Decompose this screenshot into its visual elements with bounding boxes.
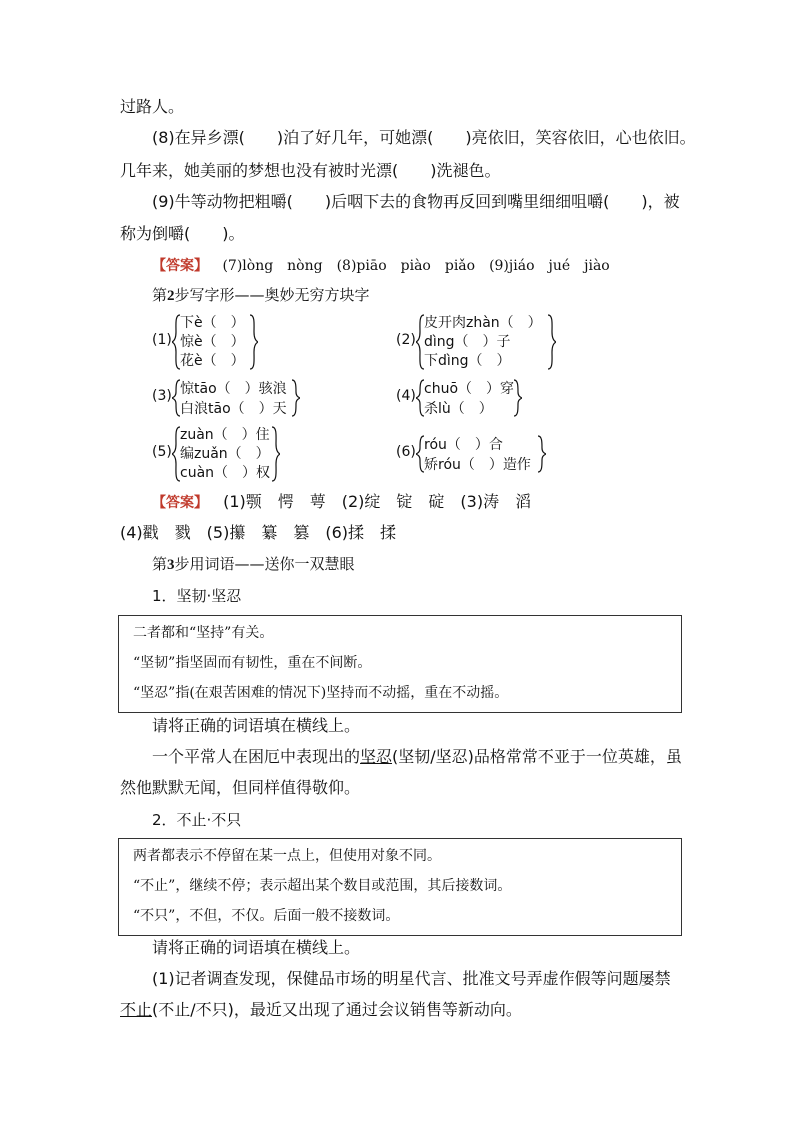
group-line: 惊è（ ） bbox=[180, 334, 245, 350]
step-prefix: 第 bbox=[152, 286, 168, 304]
answer-text-line-2: (4)戳 戮 (5)攥 纂 篡 (6)揉 揉 bbox=[120, 523, 396, 542]
group-number: (1) bbox=[152, 332, 172, 348]
group-line: 编zuǎn（ ） bbox=[180, 446, 270, 462]
group-line: 杀lù（ ） bbox=[424, 401, 493, 417]
item-2-heading: 2．不止·不只 bbox=[152, 811, 242, 829]
answer-label: 【答案】 bbox=[152, 495, 208, 511]
item-2-question-continuation bbox=[120, 1000, 522, 1020]
step-2-heading bbox=[152, 285, 370, 306]
group-line: 下dìng（ ） bbox=[424, 353, 511, 369]
step-number: 3 bbox=[167, 557, 175, 573]
item-1-question bbox=[152, 747, 682, 767]
group-line: zuàn（ ）住 bbox=[180, 427, 270, 443]
group-line: róu（ ）合 bbox=[424, 437, 503, 453]
group-line: dìng（ ）子 bbox=[424, 334, 511, 350]
instruction-2: 请将正确的词语填在横线上。 bbox=[152, 938, 361, 957]
definition-line: 两者都表示不停留在某一点上，但使用对象不同。 bbox=[133, 848, 441, 864]
definition-line: “不只”，不但，不仅。后面一般不接数词。 bbox=[133, 908, 400, 924]
group-number: (4) bbox=[396, 388, 416, 404]
group-line: 惊tāo（ ）骇浪 bbox=[180, 381, 287, 397]
definition-line: 二者都和“坚持”有关。 bbox=[133, 625, 274, 641]
char-group-3 bbox=[152, 378, 312, 418]
char-group-6 bbox=[396, 434, 566, 474]
group-line: chuō（ ）穿 bbox=[424, 381, 515, 397]
group-number: (2) bbox=[396, 332, 416, 348]
group-line: 白浪tāo（ ）天 bbox=[180, 401, 287, 417]
question-8-continuation: 几年来，她美丽的梦想也没有被时光漂( )洗褪色。 bbox=[120, 161, 501, 180]
step-title: 步写字形——奥妙无穷方块字 bbox=[174, 286, 370, 304]
step-prefix: 第 bbox=[152, 555, 168, 573]
definition-box-2 bbox=[118, 838, 682, 936]
question-9-continuation: 称为倒嚼( )。 bbox=[120, 224, 245, 243]
paragraph-line: 过路人。 bbox=[120, 97, 185, 116]
answer-block-1 bbox=[152, 256, 610, 276]
group-line: 花è（ ） bbox=[180, 353, 245, 369]
group-line: 下è（ ） bbox=[180, 315, 245, 331]
step-title: 步用词语——送你一双慧眼 bbox=[174, 555, 355, 573]
item-1-question-continuation: 然他默默无闻，但同样值得敬仰。 bbox=[120, 778, 361, 797]
item-1-heading: 1．坚韧·坚忍 bbox=[152, 587, 242, 605]
group-number: (5) bbox=[152, 444, 172, 460]
question-text: 一个平常人在困厄中表现出的 bbox=[152, 747, 361, 766]
answer-text: (7)lòng nòng (8)piāo piào piǎo (9)jiáo jué jiào bbox=[222, 258, 610, 274]
char-group-4 bbox=[396, 378, 536, 418]
right-brace-icon bbox=[290, 379, 300, 417]
right-brace-icon bbox=[512, 379, 522, 417]
group-number: (6) bbox=[396, 444, 416, 460]
group-line: cuàn（ ）权 bbox=[180, 465, 271, 481]
right-brace-icon bbox=[248, 314, 258, 370]
answer-block-2 bbox=[152, 492, 531, 513]
answer-label: 【答案】 bbox=[152, 258, 208, 274]
answer-fill: 坚忍 bbox=[360, 747, 393, 766]
item-2-question: (1)记者调查发现，保健品市场的明星代言、批准文号弄虚作假等问题屡禁 bbox=[152, 969, 671, 988]
question-text: (不止/不只)，最近又出现了通过会议销售等新动向。 bbox=[152, 1000, 522, 1019]
right-brace-icon bbox=[536, 435, 546, 473]
group-line: 皮开肉zhàn（ ） bbox=[424, 315, 542, 331]
question-9-line: (9)牛等动物把粗嚼( )后咽下去的食物再反回到嘴里细细咀嚼( )，被 bbox=[152, 192, 680, 211]
question-8-line: (8)在异乡漂( )泊了好几年，可她漂( )亮依旧，笑容依旧，心也依旧。 bbox=[152, 128, 696, 147]
definition-line: “坚韧”指坚固而有韧性，重在不间断。 bbox=[133, 655, 372, 671]
char-group-5 bbox=[152, 424, 292, 484]
step-number: 2 bbox=[167, 288, 175, 304]
right-brace-icon bbox=[546, 314, 556, 370]
right-brace-icon bbox=[270, 426, 280, 482]
char-group-2 bbox=[396, 312, 566, 372]
char-group-1 bbox=[152, 312, 292, 372]
group-number: (3) bbox=[152, 388, 172, 404]
group-line: 矫róu（ ）造作 bbox=[424, 457, 531, 473]
answer-fill: 不止 bbox=[120, 1000, 153, 1019]
definition-line: “不止”，继续不停；表示超出某个数目或范围，其后接数词。 bbox=[133, 878, 512, 894]
definition-box-1 bbox=[118, 615, 682, 713]
answer-text-line-1: (1)颚 愕 萼 (2)绽 锭 碇 (3)涛 滔 bbox=[223, 492, 532, 511]
question-text: (坚韧/坚忍)品格常常不亚于一位英雄，虽 bbox=[392, 747, 682, 766]
definition-line: “坚忍”指(在艰苦困难的情况下)坚持而不动摇，重在不动摇。 bbox=[133, 685, 509, 701]
instruction-1: 请将正确的词语填在横线上。 bbox=[152, 716, 361, 735]
step-3-heading bbox=[152, 554, 355, 575]
